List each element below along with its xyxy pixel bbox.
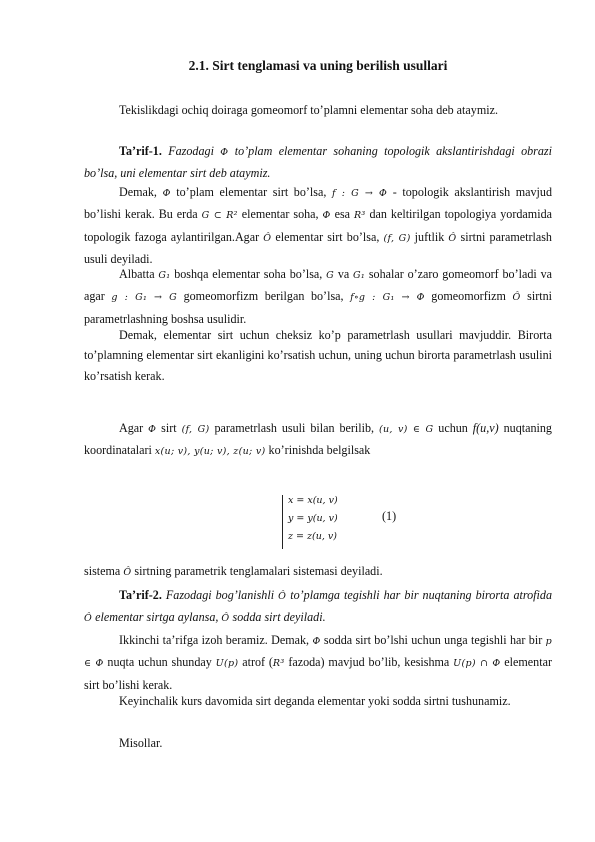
definition-1-label: Ta’rif-1.: [119, 144, 162, 158]
equation-x: x = x(u, v): [288, 495, 338, 506]
formula: Φ: [322, 210, 331, 222]
section-title: 2.1. Sirt tenglamasi va uning berilish usullari: [188, 58, 448, 73]
formula: (f, G): [383, 232, 411, 244]
formula: x(u; v), y(u; v), z(u; v): [154, 446, 266, 458]
equation-z: z = z(u, v): [288, 531, 337, 542]
formula: Ô: [84, 613, 93, 625]
formula: Ô: [448, 232, 457, 244]
definition-2-label: Ta’rif-2.: [119, 588, 162, 602]
formula: G₁: [353, 270, 366, 281]
formula: p ∈ Φ: [84, 636, 552, 670]
formula: f : G → Φ: [332, 188, 388, 199]
formula: (f, G): [181, 424, 210, 435]
formula: U(p): [215, 658, 239, 670]
formula: (u, v) ∈ G: [378, 424, 434, 435]
equation-number: (1): [382, 509, 397, 523]
examples-heading: Misollar.: [119, 736, 163, 750]
formula: Ô: [263, 232, 272, 244]
formula: Ô: [278, 591, 287, 602]
equation-system: [282, 495, 353, 549]
paragraph-homeomorphism: Albatta G₁ boshqa elementar soha bo’lsa, G va G₁ sohalar o’zaro gomeomorf bo’ladi va agar g : G₁ → G gomeomorfizm berilgan bo’lsa, f∘g : G₁ → Φ gomeomorfizm Ô sirtni parametrlashning boshsa usulidir.: [84, 267, 553, 326]
formula: Φ: [148, 424, 157, 435]
formula: f(u,v): [472, 421, 499, 435]
definition-1: Ta’rif-1. Fazodagi Φ to’plam elementar sohaning topologik akslantirishdagi obrazi bo’lsa, uni elementar sirt deb ataymiz.: [84, 144, 552, 181]
formula: Ô: [123, 567, 132, 578]
formula: R³: [272, 658, 285, 670]
paragraph-surface-meaning: Keyinchalik kurs davomida sirt deganda elementar yoki sodda sirtni tushunamiz.: [119, 694, 511, 708]
paragraph-elementary-domain: Tekislikdagi ochiq doiraga gomeomorf to’plamni elementar soha deb ataymiz.: [119, 103, 498, 117]
paragraph-parametrization: Demak, Φ to’plam elementar sirt bo’lsa, f : G → Φ - topologik akslantirish mavjud bo’lishi kerak. Bu erda G ⊂ R² elementar soha, Φ esa R³ dan keltirilgan topologiya yordamida topologik fazoga aylantirilgan.Agar Ô elementar sirt bo’lsa, (f, G) juftlik Ô sirtni parametrlash usuli deyiladi.: [84, 185, 552, 267]
formula: Ô: [512, 292, 521, 304]
formula: f∘g : G₁ → Φ: [350, 292, 425, 304]
formula: Φ: [312, 636, 321, 647]
equation-y: y = y(u, v): [288, 513, 338, 524]
formula: g : G₁ → G: [111, 292, 177, 304]
paragraph-infinite-parametrizations: Demak, elementar sirt uchun cheksiz ko’p parametrlash usullari mavjuddir. Birorta to’plamning elementar sirt ekanligini ko’rsatish uchun, uning uchun birorta parametrlash usulini ko’rsatish kerak.: [84, 328, 552, 383]
formula: G ⊂ R²: [201, 210, 238, 222]
paragraph-definition-2-explanation: Ikkinchi ta’rifga izoh beramiz. Demak, Φ sodda sirt bo’lshi uchun unga tegishli har bir p ∈ Φ nuqta uchun shunday U(p) atrof (R³ fazoda) mavjud bo’lib, kesishma U(p) ∩ Φ elementar sirt bo’lishi kerak.: [84, 633, 552, 692]
formula: G₁: [158, 270, 171, 281]
formula: Φ: [162, 188, 171, 199]
formula: Ô: [221, 613, 230, 625]
paragraph-parametric-system: sistema Ô sirtning parametrik tenglamalari sistemasi deyiladi.: [84, 564, 383, 578]
formula: Φ: [220, 147, 229, 158]
paragraph-coordinates: Agar Φ sirt (f, G) parametrlash usuli bilan berilib, (u, v) ∈ G uchun f(u,v) nuqtaning koordinatalari x(u; v), y(u; v), z(u; v) ko’rinishda belgilsak: [84, 421, 552, 458]
definition-2: Ta’rif-2. Fazodagi bog’lanishli Ô to’plamga tegishli har bir nuqtaning birorta atrofida Ô elementar sirtga aylansa, Ô sodda sirt deyiladi.: [84, 588, 552, 625]
formula: U(p) ∩ Φ: [453, 658, 501, 670]
formula: R³: [353, 210, 366, 222]
formula: G: [326, 270, 335, 281]
